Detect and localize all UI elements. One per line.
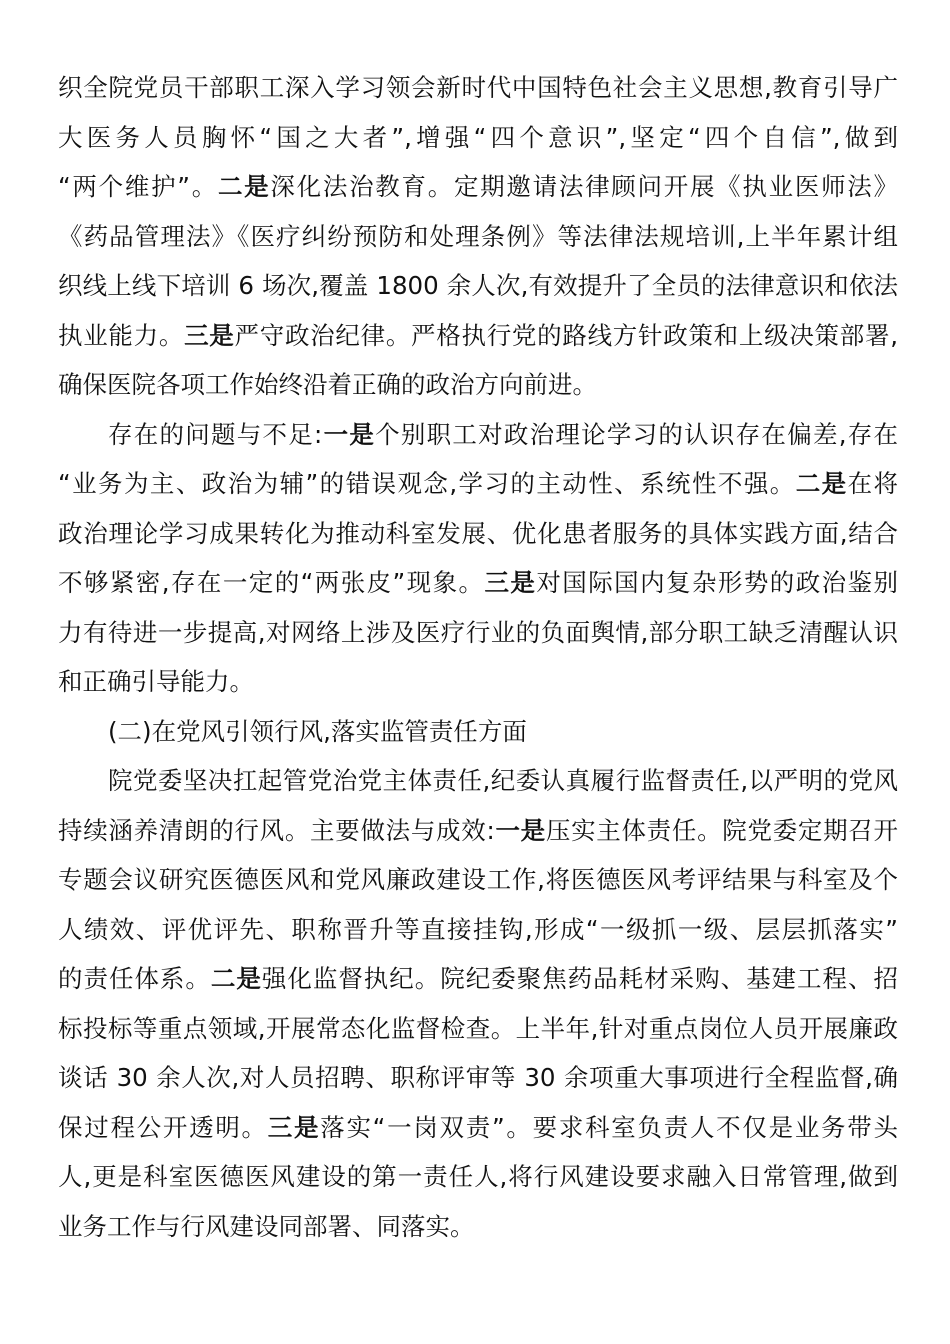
text-segment: (二)在党风引领行风,落实监管责任方面: [108, 716, 527, 746]
text-segment: 《药品管理法》《医疗纠纷预防和处理条例》等法律法规培训,上半年累计组: [58, 221, 898, 251]
text-segment: “业务为主、政治为辅”的错误观念,学习的主动性、系统性不强。: [58, 469, 796, 498]
text-segment: 院党委坚决扛起管党治党主体责任,纪委认真履行监督责任,以严明的党风: [108, 766, 898, 795]
text-line: [58, 1103, 898, 1153]
text-line: [58, 608, 898, 658]
text-segment: 大医务人员胸怀“国之大者”,增强“四个意识”,坚定“四个自信”,做到: [58, 122, 898, 152]
text-segment: 力有待进一步提高,对网络上涉及医疗行业的负面舆情,部分职工缺乏清醒认识: [58, 617, 898, 647]
text-line: [58, 1004, 898, 1054]
text-segment: 个别职工对政治理论学习的认识存在偏差,存在: [375, 419, 899, 449]
text-segment: 织线上线下培训 6 场次,覆盖 1800 余人次,有效提升了全员的法律意识和依法: [58, 271, 898, 300]
text-line: [58, 657, 898, 707]
text-line: [58, 410, 898, 460]
bold-keyword: 一是: [322, 419, 376, 449]
text-segment: 人,更是科室医德医风建设的第一责任人,将行风建设要求融入日常管理,做到: [58, 1162, 898, 1191]
text-line: [58, 509, 898, 559]
text-line: [58, 1152, 898, 1202]
text-line: [58, 63, 898, 113]
bold-keyword: 三是: [484, 568, 537, 597]
bold-keyword: 二是: [217, 172, 271, 201]
text-segment: 压实主体责任。院党委定期召开: [545, 815, 899, 845]
text-line: [58, 707, 898, 757]
text-line: [58, 806, 898, 856]
text-segment: 在将: [847, 469, 899, 498]
text-line: [58, 855, 898, 905]
text-line: [58, 558, 898, 608]
text-segment: 深化法治教育。定期邀请法律顾问开展《执业医师法》: [270, 172, 899, 201]
text-line: [58, 360, 898, 410]
text-segment: 政治理论学习成果转化为推动科室发展、优化患者服务的具体实践方面,结合: [58, 518, 898, 548]
text-line: [58, 212, 898, 262]
text-segment: 不够紧密,存在一定的“两张皮”现象。: [58, 568, 485, 597]
text-line: [58, 1202, 898, 1252]
text-segment: 和正确引导能力。: [58, 667, 254, 696]
text-line: [58, 113, 898, 163]
text-line: [58, 459, 898, 509]
text-segment: 谈话 30 余人次,对人员招聘、职称评审等 30 余项重大事项进行全程监督,确: [58, 1063, 898, 1092]
text-segment: 保过程公开透明。: [58, 1112, 268, 1142]
text-line: [58, 954, 898, 1004]
bold-keyword: 三是: [267, 1112, 321, 1142]
bold-keyword: 二是: [210, 964, 262, 993]
bold-keyword: 二是: [795, 469, 848, 498]
text-segment: 人绩效、评优评先、职称晋升等直接挂钩,形成“一级抓一级、层层抓落实”: [58, 914, 898, 944]
text-line: [58, 1053, 898, 1103]
text-segment: 落实“一岗双责”。要求科室负责人不仅是业务带头: [320, 1112, 899, 1142]
document-body: [58, 63, 898, 1251]
text-line: [58, 311, 898, 361]
text-segment: 专题会议研究医德医风和党风廉政建设工作,将医德医风考评结果与科室及个: [58, 865, 898, 894]
text-segment: 持续涵养清朗的行风。主要做法与成效:: [58, 815, 495, 845]
bold-keyword: 一是: [494, 815, 546, 845]
text-line: [58, 162, 898, 212]
text-segment: 确保医院各项工作始终沿着正确的政治方向前进。: [58, 370, 597, 399]
text-line: [58, 261, 898, 311]
text-segment: 执业能力。: [58, 320, 185, 350]
text-segment: 标投标等重点领域,开展常态化监督检查。上半年,针对重点岗位人员开展廉政: [58, 1013, 898, 1043]
text-segment: 严守政治纪律。严格执行党的路线方针政策和上级决策部署,: [234, 320, 898, 350]
text-segment: 业务工作与行风建设同部署、同落实。: [58, 1211, 475, 1241]
text-segment: 强化监督执纪。院纪委聚焦药品耗材采购、基建工程、招: [261, 964, 898, 993]
text-segment: “两个维护”。: [58, 172, 218, 201]
text-segment: 的责任体系。: [58, 964, 211, 993]
text-segment: 存在的问题与不足:: [108, 419, 323, 449]
text-line: [58, 905, 898, 955]
bold-keyword: 三是: [184, 320, 235, 350]
text-line: [58, 756, 898, 806]
text-segment: 织全院党员干部职工深入学习领会新时代中国特色社会主义思想,教育引导广: [58, 73, 898, 102]
text-segment: 对国际国内复杂形势的政治鉴别: [536, 568, 899, 597]
